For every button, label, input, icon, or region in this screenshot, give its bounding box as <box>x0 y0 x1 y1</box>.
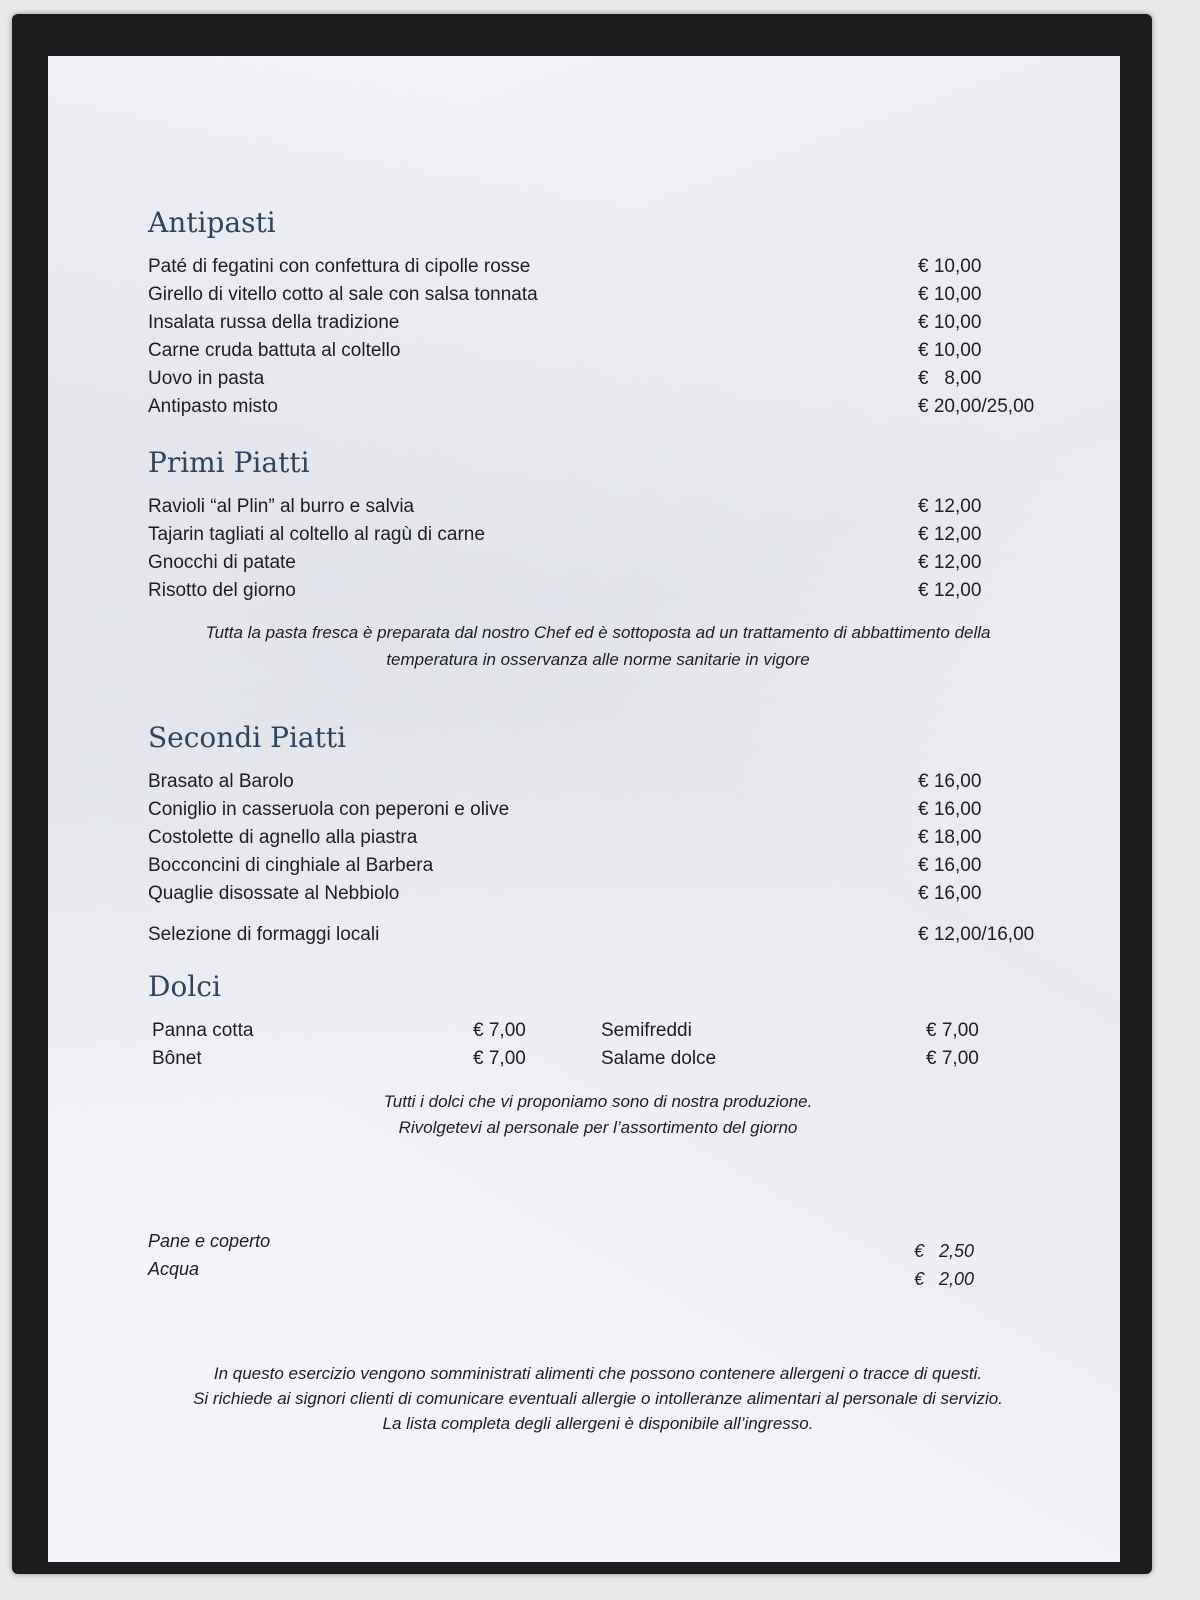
item-name: Uovo in pasta <box>148 368 265 389</box>
item-name: Gnocchi di patate <box>148 552 296 573</box>
menu-item <box>148 825 1048 851</box>
item-price: € 8,00 <box>918 368 982 389</box>
section-title-dolci: Dolci <box>148 970 221 1003</box>
extra-item <box>148 1256 1048 1289</box>
item-name: Paté di fegatini con confettura di cipolle rosse <box>148 256 531 277</box>
dessert-note-line2: Rivolgetevi al personale per l’assortimento del giorno <box>398 1118 798 1137</box>
item-price: € 12,00 <box>918 496 982 517</box>
extra-price: € 2,50 <box>914 1241 975 1261</box>
menu-sheet <box>48 56 1120 1562</box>
menu-item <box>148 769 1048 795</box>
dessert-name: Panna cotta <box>152 1020 254 1041</box>
item-price: € 16,00 <box>918 883 982 904</box>
item-name: Ravioli “al Plin” al burro e salvia <box>148 496 415 517</box>
item-name: Bocconcini di cinghiale al Barbera <box>148 855 434 876</box>
extra-item <box>148 1228 1048 1261</box>
item-price: € 16,00 <box>918 855 982 876</box>
item-name: Risotto del giorno <box>148 580 296 601</box>
menu-item <box>148 853 1048 879</box>
menu-item <box>148 254 1048 280</box>
dessert-name: Semifreddi <box>601 1020 692 1041</box>
menu-item <box>148 338 1048 364</box>
item-price: € 18,00 <box>918 827 982 848</box>
allergen-note-line1: In questo esercizio vengono somministrati alimenti che possono contenere allergeni o tracce di questi. <box>213 1364 983 1383</box>
extra-price: € 2,00 <box>914 1269 975 1289</box>
allergen-note-line2: Si richiede ai signori clienti di comunicare eventuali allergie o intolleranze alimentari al personale di servizio. <box>193 1389 1003 1408</box>
item-price: € 16,00 <box>918 799 982 820</box>
item-name: Quaglie disossate al Nebbiolo <box>148 883 400 904</box>
dessert-row <box>148 1018 1048 1044</box>
item-price: € 10,00 <box>918 284 982 305</box>
menu-item <box>148 394 1048 420</box>
dessert-name: Salame dolce <box>601 1048 717 1069</box>
dessert-note-line1: Tutti i dolci che vi proponiamo sono di nostra produzione. <box>383 1092 813 1111</box>
item-price: € 16,00 <box>918 771 982 792</box>
dessert-price: € 7,00 <box>926 1048 979 1069</box>
item-price: € 12,00 <box>918 580 982 601</box>
item-price: € 10,00 <box>918 340 982 361</box>
menu-item-cheese <box>148 922 1048 948</box>
item-name: Insalata russa della tradizione <box>148 312 400 333</box>
item-price: € 20,00/25,00 <box>918 396 1035 417</box>
item-name: Brasato al Barolo <box>148 771 294 792</box>
menu-item <box>148 797 1048 823</box>
item-price: € 10,00 <box>918 312 982 333</box>
item-price: € 10,00 <box>918 256 982 277</box>
menu-item <box>148 366 1048 392</box>
section-title-primi: Primi Piatti <box>148 446 310 479</box>
item-price: € 12,00/16,00 <box>918 924 1035 945</box>
dessert-price: € 7,00 <box>473 1020 526 1041</box>
allergen-note-line3: La lista completa degli allergeni è disponibile all’ingresso. <box>382 1414 814 1433</box>
dessert-row <box>148 1046 1048 1072</box>
section-title-secondi: Secondi Piatti <box>148 721 347 754</box>
item-name: Carne cruda battuta al coltello <box>148 340 401 361</box>
pasta-note-line2: temperatura in osservanza alle norme sanitarie in vigore <box>386 650 810 669</box>
item-name: Antipasto misto <box>148 396 278 417</box>
section-title-antipasti: Antipasti <box>148 206 276 239</box>
extra-name: Pane e coperto <box>148 1231 271 1251</box>
menu-item <box>148 310 1048 336</box>
dessert-name: Bônet <box>152 1048 202 1069</box>
item-name: Costolette di agnello alla piastra <box>148 827 418 848</box>
menu-item <box>148 881 1048 907</box>
pasta-note-line1: Tutta la pasta fresca è preparata dal nostro Chef ed è sottoposta ad un trattamento di abbattimento della <box>205 623 991 642</box>
item-name: Girello di vitello cotto al sale con salsa tonnata <box>148 284 538 305</box>
item-name: Tajarin tagliati al coltello al ragù di carne <box>148 524 485 545</box>
item-name: Selezione di formaggi locali <box>148 924 380 945</box>
extra-name: Acqua <box>148 1259 200 1279</box>
menu-item <box>148 282 1048 308</box>
menu-item <box>148 494 1048 520</box>
menu-item <box>148 578 1048 604</box>
item-price: € 12,00 <box>918 552 982 573</box>
dessert-price: € 7,00 <box>926 1020 979 1041</box>
item-name: Coniglio in casseruola con peperoni e olive <box>148 799 510 820</box>
dessert-price: € 7,00 <box>473 1048 526 1069</box>
item-price: € 12,00 <box>918 524 982 545</box>
menu-item <box>148 522 1048 548</box>
menu-item <box>148 550 1048 576</box>
